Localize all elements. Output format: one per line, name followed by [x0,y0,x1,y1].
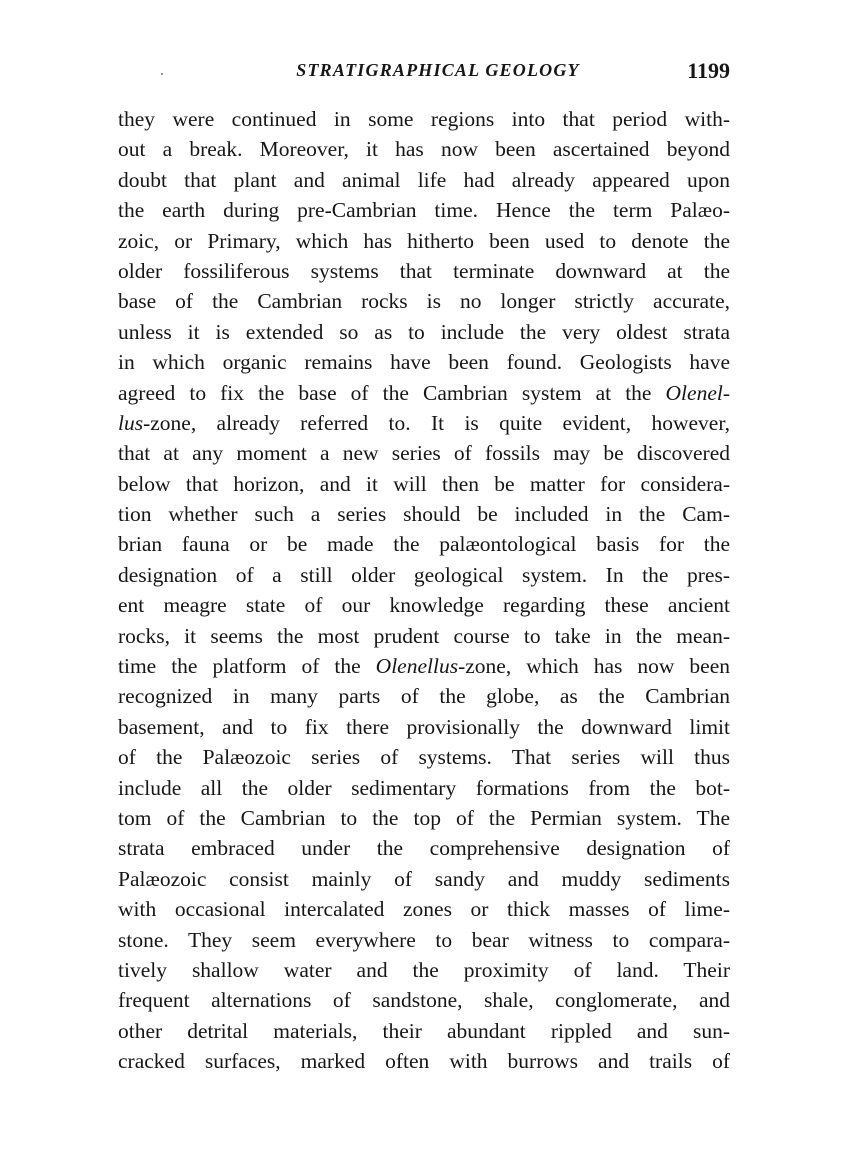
text-line [118,803,730,833]
text-line [118,590,730,620]
text-run: frequent alternations of sandstone, shale, conglomerate, and [118,988,730,1013]
text-line [118,347,730,377]
body-text [118,104,730,1077]
text-run: cracked surfaces, marked often with burrows and trails of [118,1049,730,1074]
text-line [118,681,730,711]
text-run: agreed to fix the base of the Cambrian system at the [118,380,666,405]
text-line [118,1016,730,1046]
text-run: in which organic remains have been found. Geologists have [118,350,730,375]
text-line [118,165,730,195]
text-line [118,773,730,803]
text-run: tively shallow water and the proximity of land. Their [118,957,730,982]
text-run: of the Palæozoic series of systems. That series will thus [118,745,730,770]
text-run: -zone, which has now been [458,654,730,679]
italic-text: Olenellus [375,654,459,679]
text-run: stone. They seem everywhere to bear witness to compara- [118,927,730,952]
italic-text: Olenel- [665,380,730,405]
page-number: 1199 [687,58,730,83]
text-line [118,894,730,924]
text-run: below that horizon, and it will then be matter for considera- [118,471,730,496]
text-run: basement, and to fix there provisionally the downward limit [118,714,730,739]
text-line [118,560,730,590]
text-line [118,529,730,559]
text-run: other detrital materials, their abundant rippled and sun- [118,1018,730,1043]
text-run: time the platform of the [118,654,376,679]
text-run: designation of a still older geological system. In the pres- [118,562,730,587]
text-run: doubt that plant and animal life had already appeared upon [118,167,730,192]
text-run: Palæozoic consist mainly of sandy and muddy sediments [118,866,730,891]
text-run: brian fauna or be made the palæontological basis for the [118,532,730,557]
text-line [118,438,730,468]
running-header [118,58,730,88]
text-line [118,925,730,955]
text-line [118,134,730,164]
text-line [118,408,730,438]
text-run: tion whether such a series should be included in the Cam- [118,502,730,527]
text-run: with occasional intercalated zones or thick masses of lime- [118,897,730,922]
text-line [118,469,730,499]
text-line [118,621,730,651]
text-run: out a break. Moreover, it has now been ascertained beyond [118,137,730,162]
text-line [118,955,730,985]
text-line [118,833,730,863]
text-line [118,378,730,408]
text-line [118,651,730,681]
text-run: -zone, already referred to. It is quite evident, however, [143,410,730,435]
text-run: older fossiliferous systems that terminate downward at the [118,258,730,283]
text-line [118,256,730,286]
text-run: ent meagre state of our knowledge regarding these ancient [118,593,730,618]
text-run: zoic, or Primary, which has hitherto been used to denote the [118,228,730,253]
italic-text: lus [118,410,144,435]
text-line [118,286,730,316]
text-run: that at any moment a new series of fossils may be discovered [118,441,730,466]
text-run: recognized in many parts of the globe, as the Cambrian [118,684,730,709]
text-run: they were continued in some regions into that period with- [118,107,730,131]
text-line [118,985,730,1015]
text-line [118,195,730,225]
text-run: base of the Cambrian rocks is no longer strictly accurate, [118,289,730,314]
text-run: the earth during pre-Cambrian time. Hence the term Palæo- [118,198,730,223]
text-run: tom of the Cambrian to the top of the Permian system. The [118,805,730,830]
text-run: rocks, it seems the most prudent course to take in the mean- [118,623,730,648]
text-line [118,742,730,772]
running-title: STRATIGRAPHICAL GEOLOGY [296,60,580,80]
text-line [118,317,730,347]
text-run: include all the older sedimentary formations from the bot- [118,775,730,800]
text-line [118,104,730,134]
text-run: strata embraced under the comprehensive designation of [118,836,730,861]
text-run: unless it is extended so as to include the very oldest strata [118,319,730,344]
text-line [118,226,730,256]
text-line [118,499,730,529]
text-line [118,864,730,894]
text-line [118,1046,730,1076]
stray-ink-dot [161,73,163,75]
text-line [118,712,730,742]
